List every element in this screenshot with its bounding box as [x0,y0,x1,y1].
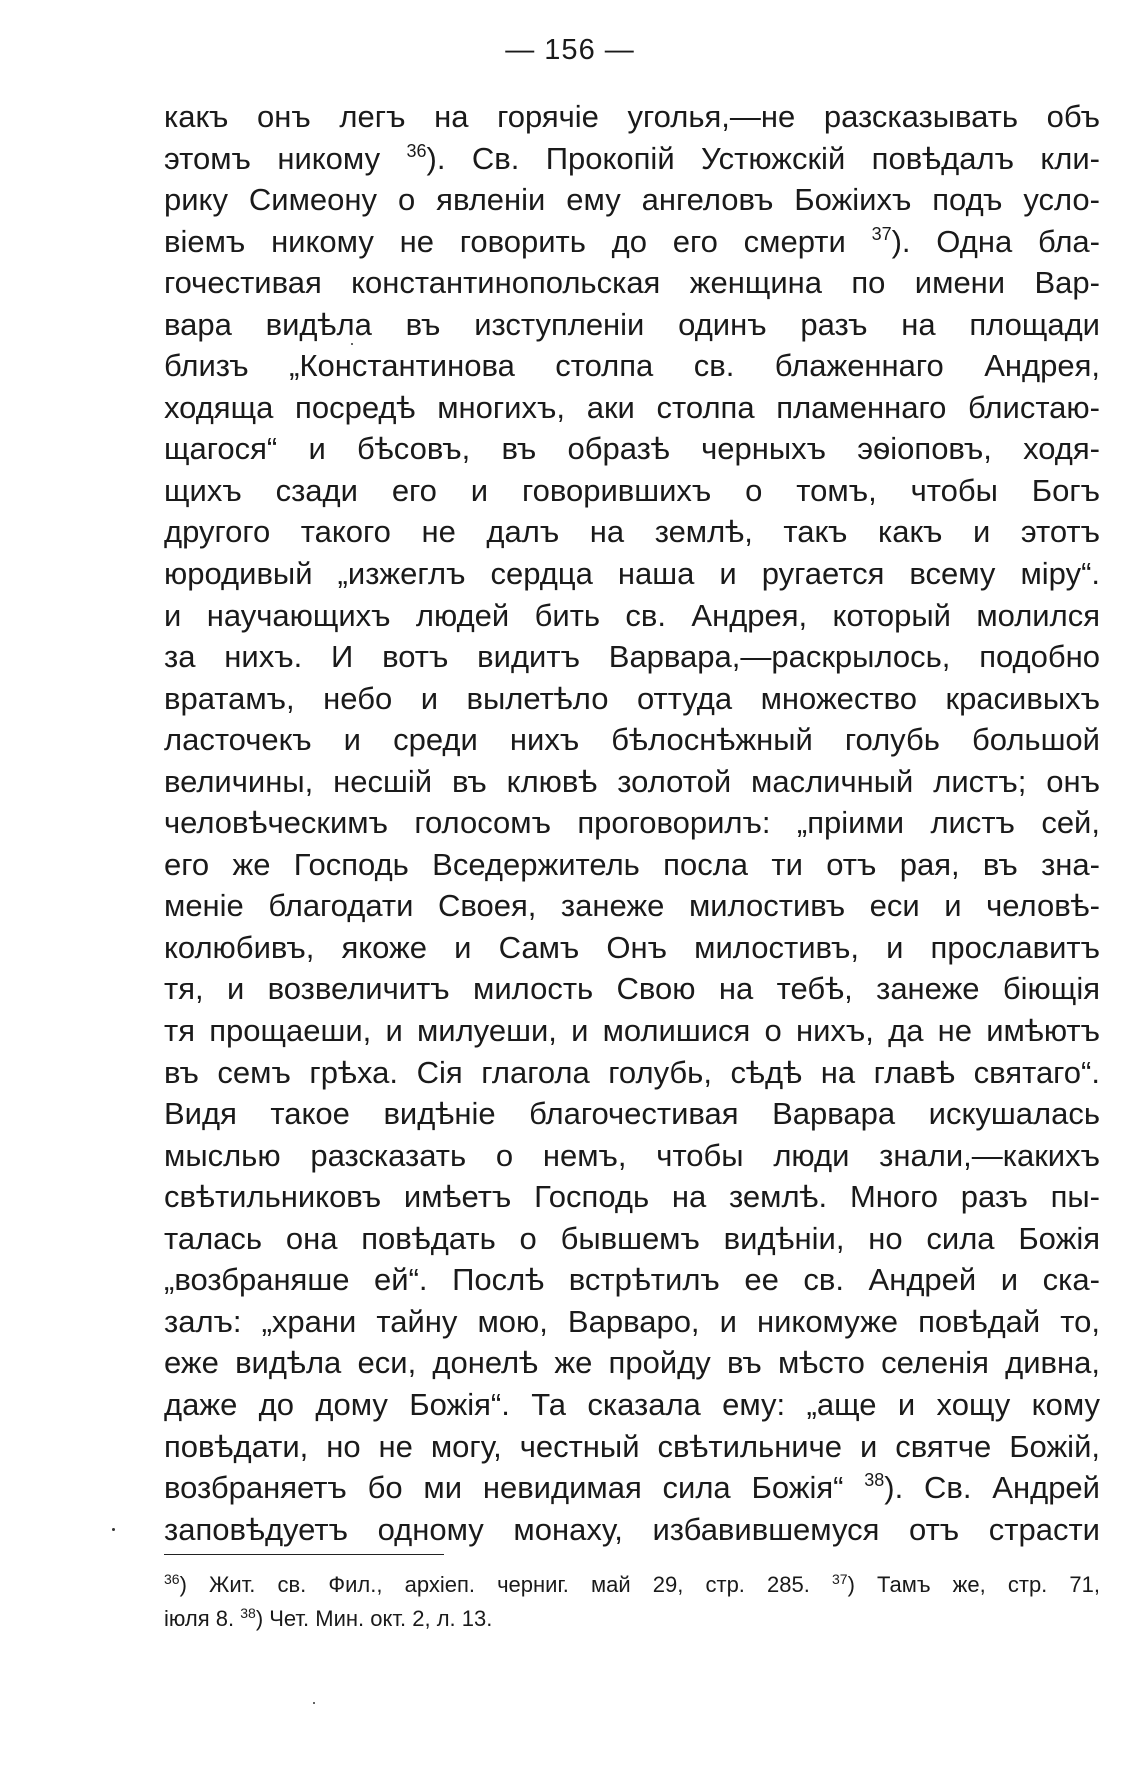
scan-speck [112,1528,115,1531]
text-line: ласточекъ и среди нихъ бѣлоснѣжный голубь большой [164,722,1100,758]
text-line: юродивый „изжеглъ сердца наша и ругается всему міру“. [164,556,1100,592]
text-line: другого такого не далъ на землѣ, такъ какъ и этотъ [164,514,1100,550]
page-number: — 156 — [505,34,635,66]
footnote-marker: 36 [164,1571,180,1587]
text-line: величины, несшій въ клювѣ золотой масличный листъ; онъ [164,763,1100,799]
text-line: щихъ сзади его и говорившихъ о томъ, чтобы Богъ [164,472,1100,508]
text-line: этомъ никому $^{36}$). Св. Прокопій Устюжскій повѣдалъ кли- [164,140,1100,176]
text-line: вратамъ, небо и вылетѣло оттуда множество красивыхъ [164,680,1100,716]
text-line: заповѣдуетъ одному монаху, избавившемуся отъ страсти [164,1511,1100,1547]
footnote-marker: 38 [240,1605,256,1621]
text-line: мыслью разсказать о немъ, чтобы люди знали,—какихъ [164,1137,1100,1173]
footnote-line [164,1568,1100,1602]
text-line: еже видѣла еси, донелѣ же пройду въ мѣсто селенія дивна, [164,1345,1100,1381]
footnote-38: $^{38}$) Чет. Мин. окт. 2, л. 13. [240,1605,493,1631]
text-line: колюбивъ, якоже и Самъ Онъ милостивъ, и прославитъ [164,929,1100,965]
text-line: за нихъ. И вотъ видитъ Варвара,—раскрылось, подобно [164,639,1100,675]
text-line: его же Господь Вседержитель посла ти отъ рая, въ зна- [164,846,1100,882]
text-line: вара видѣла въ изступленіи одинъ разъ на площади [164,306,1100,342]
text-line: гочестивая константинопольская женщина по имени Вар- [164,265,1100,301]
text-line: талась она повѣдать о бывшемъ видѣніи, но сила Божія [164,1220,1100,1256]
text-line: Видя такое видѣніе благочестивая Варвара искушалась [164,1096,1100,1132]
scan-speck [351,343,353,345]
text-line: близъ „Константинова столпа св. блаженнаго Андрея, [164,348,1100,384]
text-line: человѣческимъ голосомъ проговорилъ: „пріими листъ сей, [164,805,1100,841]
footnote-reference: 36 [406,140,427,161]
text-line: віемъ никому не говорить до его смерти $^{37}$). Одна бла- [164,223,1100,259]
footnote-separator-rule [164,1554,444,1555]
footnote-37: $^{37}$) Тамъ же, стр. 71, [831,1571,1100,1597]
text-line: и научающихъ людей бить св. Андрея, который молился [164,597,1100,633]
text-line: меніе благодати Своея, занеже милостивъ еси и человѣ- [164,888,1100,924]
text-line: свѣтильниковъ имѣетъ Господь на землѣ. Много разъ пы- [164,1179,1100,1215]
body-text [164,96,1100,1550]
text-line: „возбраняше ей“. Послѣ встрѣтилъ ее св. Андрей и ска- [164,1262,1100,1298]
text-line: возбраняетъ бо ми невидимая сила Божія“ $^{38}$). Св. Андрей [164,1470,1100,1506]
text-line: рику Симеону о явленіи ему ангеловъ Божіихъ подъ усло- [164,182,1100,218]
footnote-reference: 38 [864,1470,885,1491]
text-line: въ семъ грѣха. Сія глагола голубь, сѣдѣ на главѣ святаго“. [164,1054,1100,1090]
text-line: даже до дому Божія“. Та сказала ему: „аще и хощу кому [164,1386,1100,1422]
text-line: тя прощаеши, и милуеши, и молишися о нихъ, да не имѣютъ [164,1013,1100,1049]
text-line: повѣдати, но не могу, честный свѣтильниче и святче Божій, [164,1428,1100,1464]
footnote-marker: 37 [831,1571,848,1587]
text-line: залъ: „храни тайну мою, Варваро, и никомуже повѣдай то, [164,1303,1100,1339]
text-line: какъ онъ легъ на горячіе уголья,—не разсказывать объ [164,99,1100,134]
footnote-reference: 37 [871,223,892,244]
footnote-36: $^{36}$) Жит. св. Фил., архіеп. черниг. май 29, стр. 285. [164,1571,810,1597]
text-line: щагося“ и бѣсовъ, въ образѣ черныхъ эѳіоповъ, ходя- [164,431,1100,467]
scan-speck [313,1702,315,1704]
footnote-37-continued: іюля 8. [164,1606,241,1631]
text-line: ходяща посредѣ многихъ, аки столпа пламеннаго блистаю- [164,389,1100,425]
text-line: тя, и возвеличитъ милость Свою на тебѣ, занеже біющія [164,971,1100,1007]
footnote-line [164,1602,1100,1636]
footnotes [164,1568,1100,1636]
